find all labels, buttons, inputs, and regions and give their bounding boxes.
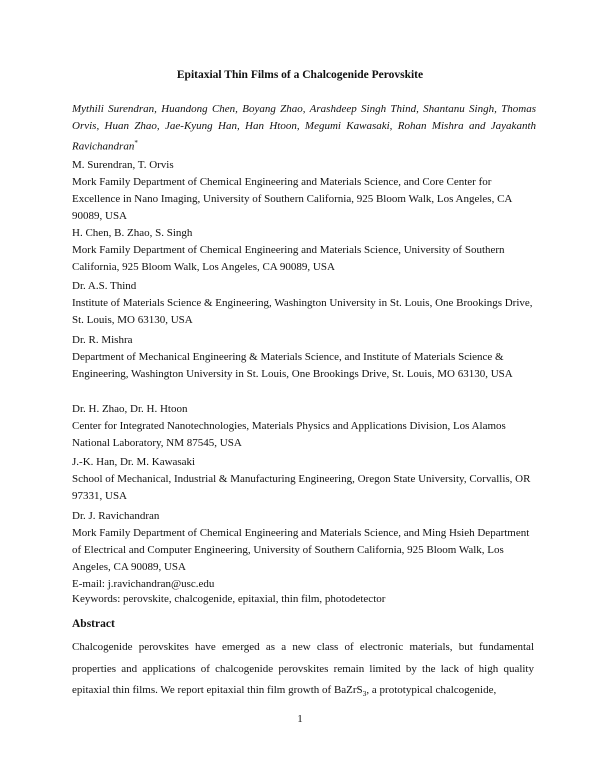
affiliation-block bbox=[72, 278, 536, 329]
affiliation-names: M. Surendran, T. Orvis bbox=[72, 159, 174, 171]
affiliation-names: Dr. R. Mishra bbox=[72, 334, 133, 346]
affiliation-block bbox=[72, 157, 536, 225]
corresponding-email: E-mail: j.ravichandran@usc.edu bbox=[72, 578, 215, 590]
corresponding-author-mark: * bbox=[134, 139, 138, 147]
affiliation-block bbox=[72, 332, 536, 383]
abstract-body bbox=[72, 637, 534, 705]
affiliation-address: Mork Family Department of Chemical Engineering and Materials Science, and Core Center for Excellence in Nano Imaging, University of Southern California, 925 Bloom Walk, Los Angeles, CA 90089, USA bbox=[72, 176, 512, 222]
affiliation-address: Mork Family Department of Chemical Engineering and Materials Science, and Ming Hsieh Department of Electrical and Computer Engineering, University of Southern California, 925 Bloom Walk, Los Angeles, CA 90089, USA bbox=[72, 527, 530, 573]
affiliation-address: Institute of Materials Science & Engineering, Washington University in St. Louis, One Brookings Drive, St. Louis, MO 63130, USA bbox=[72, 297, 533, 326]
abstract-text-part: Chalcogenide perovskites have emerged as a new class of electronic materials, but fundamental properties and applications of chalcogenide perovskites remain limited by the lack of high quality epitaxial thin films. We report epitaxial thin film growth of BaZrS bbox=[72, 641, 534, 696]
affiliation-block bbox=[72, 454, 536, 505]
affiliation-names: Dr. H. Zhao, Dr. H. Htoon bbox=[72, 403, 188, 415]
abstract-text-part: , a prototypical chalcogenide, bbox=[366, 684, 497, 696]
author-names: Mythili Surendran, Huandong Chen, Boyang Zhao, Arashdeep Singh Thind, Shantanu Singh, Thomas Orvis, Huan Zhao, Jae-Kyung Han, Han Htoon, Megumi Kawasaki, Rohan Mishra and Jayakanth Ravichandran bbox=[72, 103, 536, 153]
page-number: 1 bbox=[297, 713, 303, 725]
affiliation-names: Dr. A.S. Thind bbox=[72, 280, 137, 292]
affiliation-address: Department of Mechanical Engineering & Materials Science, and Institute of Materials Science & Engineering, Washington University in St. Louis, One Brookings Drive, St. Louis, MO 63130, USA bbox=[72, 351, 513, 380]
affiliation-block bbox=[72, 401, 536, 452]
affiliation-names: H. Chen, B. Zhao, S. Singh bbox=[72, 227, 193, 239]
formula-subscript: 3 bbox=[362, 689, 367, 699]
abstract-heading: Abstract bbox=[72, 618, 115, 630]
affiliation-block bbox=[72, 225, 536, 276]
affiliation-names: Dr. J. Ravichandran bbox=[72, 510, 160, 522]
author-list bbox=[72, 101, 536, 156]
affiliation-address: Center for Integrated Nanotechnologies, Materials Physics and Applications Division, Los Alamos National Laboratory, NM 87545, USA bbox=[72, 420, 506, 449]
affiliation-block bbox=[72, 508, 536, 593]
keywords-line: Keywords: perovskite, chalcogenide, epitaxial, thin film, photodetector bbox=[72, 593, 386, 605]
affiliation-names: J.-K. Han, Dr. M. Kawasaki bbox=[72, 456, 196, 468]
affiliation-address: School of Mechanical, Industrial & Manufacturing Engineering, Oregon State University, Corvallis, OR 97331, USA bbox=[72, 473, 531, 502]
paper-title: Epitaxial Thin Films of a Chalcogenide Perovskite bbox=[176, 69, 424, 81]
affiliation-address: Mork Family Department of Chemical Engineering and Materials Science, University of Southern California, 925 Bloom Walk, Los Angeles, CA 90089, USA bbox=[72, 244, 505, 273]
